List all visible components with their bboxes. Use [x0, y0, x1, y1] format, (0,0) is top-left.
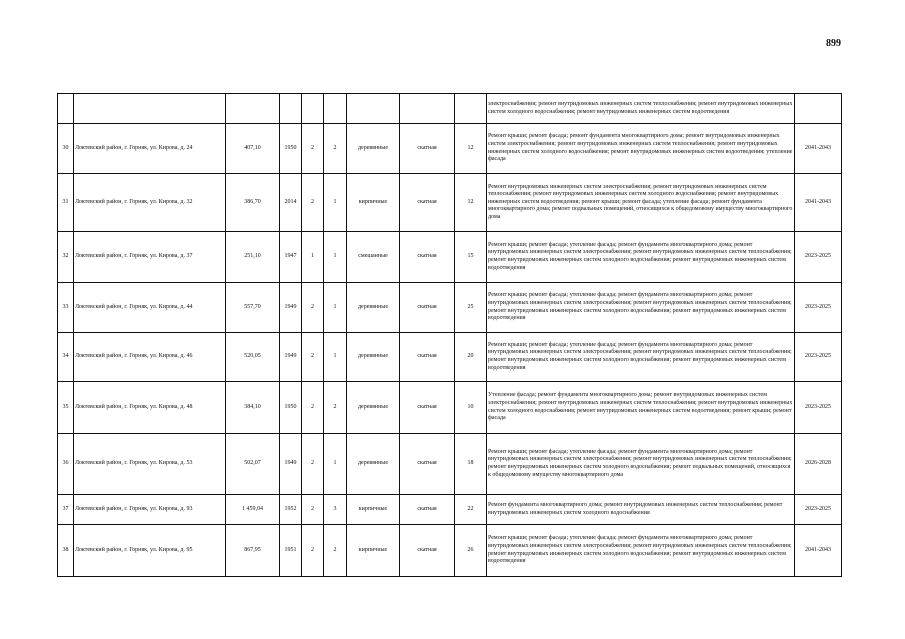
apartments-cell — [455, 94, 487, 124]
apartments-cell: 18 — [455, 434, 487, 495]
address-cell: Локтевский район, г. Горняк, ул. Кирова, д. 24 — [74, 124, 226, 174]
period-cell: 2041-2043 — [795, 174, 842, 232]
works-cell: Утепление фасада; ремонт фундамента многоквартирного дома; ремонт внутридомовых инженерных систем электроснабжения; ремонт внутридомовых инженерных систем теплоснабжения; ремонт внутридомовых инженерных систем холодного водоснабжения; ремонт внутридомовых инженерных систем водоотведения; ремонт крыши; ремонт фасада — [487, 382, 795, 434]
period-cell: 2023-2025 — [795, 495, 842, 525]
wall-material-cell — [347, 94, 400, 124]
area-cell: 251,10 — [226, 232, 280, 283]
floors-cell: 2 — [302, 495, 324, 525]
apartments-cell: 22 — [455, 495, 487, 525]
wall-material-cell: деревянные — [347, 382, 400, 434]
row-number-cell: 37 — [58, 495, 74, 525]
table-row — [58, 382, 842, 434]
apartments-cell: 20 — [455, 333, 487, 382]
wall-material-cell: кирпичные — [347, 525, 400, 577]
address-cell: Локтевский район, г. Горняк, ул. Кирова, д. 95 — [74, 525, 226, 577]
period-cell: 2023-2025 — [795, 382, 842, 434]
area-cell — [226, 94, 280, 124]
table-row — [58, 434, 842, 495]
address-cell: Локтевский район, г. Горняк, ул. Кирова, д. 53 — [74, 434, 226, 495]
address-cell: Локтевский район, г. Горняк, ул. Кирова, д. 93 — [74, 495, 226, 525]
year-cell: 1950 — [280, 382, 302, 434]
entrances-cell: 1 — [324, 434, 347, 495]
table-row — [58, 283, 842, 333]
wall-material-cell: деревянные — [347, 434, 400, 495]
area-cell: 384,10 — [226, 382, 280, 434]
wall-material-cell: деревянные — [347, 283, 400, 333]
works-cell: Ремонт крыши; ремонт фасада; утепление фасада; ремонт фундамента многоквартирного дома; ремонт внутридомовых инженерных систем электроснабжения; ремонт внутридомовых инженерных систем теплоснабжения; ремонт внутридомовых инженерных систем холодного водоснабжения; ремонт внутридомовых инженерных систем водоотведения — [487, 232, 795, 283]
year-cell: 1950 — [280, 124, 302, 174]
address-cell — [74, 94, 226, 124]
floors-cell: 2 — [302, 333, 324, 382]
year-cell: 1951 — [280, 525, 302, 577]
roof-type-cell: скатная — [400, 525, 455, 577]
row-number-cell: 30 — [58, 124, 74, 174]
works-cell: электроснабжения; ремонт внутридомовых инженерных систем теплоснабжения; ремонт внутридомовых инженерных систем холодного водоснабжения; ремонт внутридомовых инженерных систем водоотведения — [487, 94, 795, 124]
table-row — [58, 525, 842, 577]
area-cell: 1 459,04 — [226, 495, 280, 525]
period-cell — [795, 94, 842, 124]
period-cell: 2026-2028 — [795, 434, 842, 495]
year-cell: 1949 — [280, 333, 302, 382]
period-cell: 2023-2025 — [795, 283, 842, 333]
apartments-cell: 26 — [455, 525, 487, 577]
floors-cell: 2 — [302, 434, 324, 495]
entrances-cell: 1 — [324, 283, 347, 333]
area-cell: 520,05 — [226, 333, 280, 382]
floors-cell: 2 — [302, 283, 324, 333]
row-number-cell — [58, 94, 74, 124]
table-row — [58, 94, 842, 124]
entrances-cell: 1 — [324, 232, 347, 283]
housing-register-table — [57, 93, 842, 577]
row-number-cell: 33 — [58, 283, 74, 333]
entrances-cell: 2 — [324, 525, 347, 577]
area-cell: 867,95 — [226, 525, 280, 577]
table-row — [58, 495, 842, 525]
area-cell: 502,07 — [226, 434, 280, 495]
apartments-cell: 12 — [455, 124, 487, 174]
row-number-cell: 38 — [58, 525, 74, 577]
row-number-cell: 34 — [58, 333, 74, 382]
year-cell: 1949 — [280, 434, 302, 495]
table-body — [58, 94, 842, 577]
apartments-cell: 25 — [455, 283, 487, 333]
floors-cell: 1 — [302, 232, 324, 283]
roof-type-cell: скатная — [400, 232, 455, 283]
apartments-cell: 10 — [455, 382, 487, 434]
period-cell: 2041-2043 — [795, 124, 842, 174]
table-row — [58, 232, 842, 283]
floors-cell — [302, 94, 324, 124]
area-cell: 557,70 — [226, 283, 280, 333]
address-cell: Локтевский район, г. Горняк, ул. Кирова, д. 46 — [74, 333, 226, 382]
row-number-cell: 36 — [58, 434, 74, 495]
entrances-cell: 2 — [324, 382, 347, 434]
floors-cell: 2 — [302, 525, 324, 577]
row-number-cell: 35 — [58, 382, 74, 434]
entrances-cell — [324, 94, 347, 124]
roof-type-cell: скатная — [400, 333, 455, 382]
table-row — [58, 333, 842, 382]
year-cell: 1947 — [280, 232, 302, 283]
floors-cell: 2 — [302, 124, 324, 174]
address-cell: Локтевский район, г. Горняк, ул. Кирова, д. 37 — [74, 232, 226, 283]
works-cell: Ремонт крыши; ремонт фасада; утепление фасада; ремонт фундамента многоквартирного дома; ремонт внутридомовых инженерных систем электроснабжения; ремонт внутридомовых инженерных систем теплоснабжения; ремонт внутридомовых инженерных систем холодного водоснабжения; ремонт внутридомовых инженерных систем водоотведения — [487, 283, 795, 333]
table-row — [58, 124, 842, 174]
roof-type-cell: скатная — [400, 382, 455, 434]
year-cell: 2014 — [280, 174, 302, 232]
apartments-cell: 15 — [455, 232, 487, 283]
year-cell — [280, 94, 302, 124]
works-cell: Ремонт крыши; ремонт фасада; утепление фасада; ремонт фундамента многоквартирного дома; ремонт внутридомовых инженерных систем электроснабжения; ремонт внутридомовых инженерных систем теплоснабжения; ремонт внутридомовых инженерных систем холодного водоснабжения; ремонт внутридомовых инженерных систем водоотведения — [487, 333, 795, 382]
works-cell: Ремонт крыши; ремонт фасада; утепление фасада; ремонт фундамента многоквартирного дома; ремонт внутридомовых инженерных систем электроснабжения; ремонт внутридомовых инженерных систем теплоснабжения; ремонт внутридомовых инженерных систем холодного водоснабжения; ремонт подвальных помещений, относящихся к общедомовому имуществу многоквартирного дома — [487, 434, 795, 495]
works-cell: Ремонт крыши; ремонт фасада; утепление фасада; ремонт фундамента многоквартирного дома; ремонт внутридомовых инженерных систем электроснабжения; ремонт внутридомовых инженерных систем теплоснабжения; ремонт внутридомовых инженерных систем холодного водоснабжения; ремонт внутридомовых инженерных систем водоотведения — [487, 525, 795, 577]
entrances-cell: 1 — [324, 333, 347, 382]
year-cell: 1952 — [280, 495, 302, 525]
row-number-cell: 32 — [58, 232, 74, 283]
entrances-cell: 2 — [324, 124, 347, 174]
period-cell: 2041-2043 — [795, 525, 842, 577]
entrances-cell: 3 — [324, 495, 347, 525]
wall-material-cell: смешанные — [347, 232, 400, 283]
table-row — [58, 174, 842, 232]
period-cell: 2023-2025 — [795, 232, 842, 283]
address-cell: Локтевский район, г. Горняк, ул. Кирова, д. 44 — [74, 283, 226, 333]
area-cell: 386,70 — [226, 174, 280, 232]
page-number: 899 — [826, 38, 841, 49]
works-cell: Ремонт внутридомовых инженерных систем электроснабжения; ремонт внутридомовых инженерных систем теплоснабжения; ремонт внутридомовых инженерных систем холодного водоснабжения; ремонт внутридомовых инженерных систем водоотведения; ремонт крыши; ремонт фасада; утепление фасада; ремонт фундамента многоквартирного дома; ремонт подвальных помещений, относящихся к общедомовому имуществу многоквартирного дома — [487, 174, 795, 232]
address-cell: Локтевский район, г. Горняк, ул. Кирова, д. 48 — [74, 382, 226, 434]
row-number-cell: 31 — [58, 174, 74, 232]
floors-cell: 2 — [302, 174, 324, 232]
roof-type-cell — [400, 94, 455, 124]
wall-material-cell: деревянные — [347, 333, 400, 382]
wall-material-cell: кирпичные — [347, 495, 400, 525]
wall-material-cell: деревянные — [347, 124, 400, 174]
apartments-cell: 12 — [455, 174, 487, 232]
area-cell: 407,10 — [226, 124, 280, 174]
entrances-cell: 1 — [324, 174, 347, 232]
roof-type-cell: скатная — [400, 174, 455, 232]
wall-material-cell: кирпичные — [347, 174, 400, 232]
roof-type-cell: скатная — [400, 495, 455, 525]
floors-cell: 2 — [302, 382, 324, 434]
roof-type-cell: скатная — [400, 283, 455, 333]
year-cell: 1949 — [280, 283, 302, 333]
roof-type-cell: скатная — [400, 124, 455, 174]
works-cell: Ремонт фундамента многоквартирного дома; ремонт внутридомовых инженерных систем теплоснабжения; ремонт внутридомовых инженерных систем холодного водоснабжения — [487, 495, 795, 525]
address-cell: Локтевский район, г. Горняк, ул. Кирова, д. 32 — [74, 174, 226, 232]
works-cell: Ремонт крыши; ремонт фасада; ремонт фундамента многоквартирного дома; ремонт внутридомовых инженерных систем электроснабжения; ремонт внутридомовых инженерных систем теплоснабжения; ремонт внутридомовых инженерных систем холодного водоснабжения; ремонт внутридомовых инженерных систем водоотведения; утепление фасада — [487, 124, 795, 174]
period-cell: 2023-2025 — [795, 333, 842, 382]
roof-type-cell: скатная — [400, 434, 455, 495]
